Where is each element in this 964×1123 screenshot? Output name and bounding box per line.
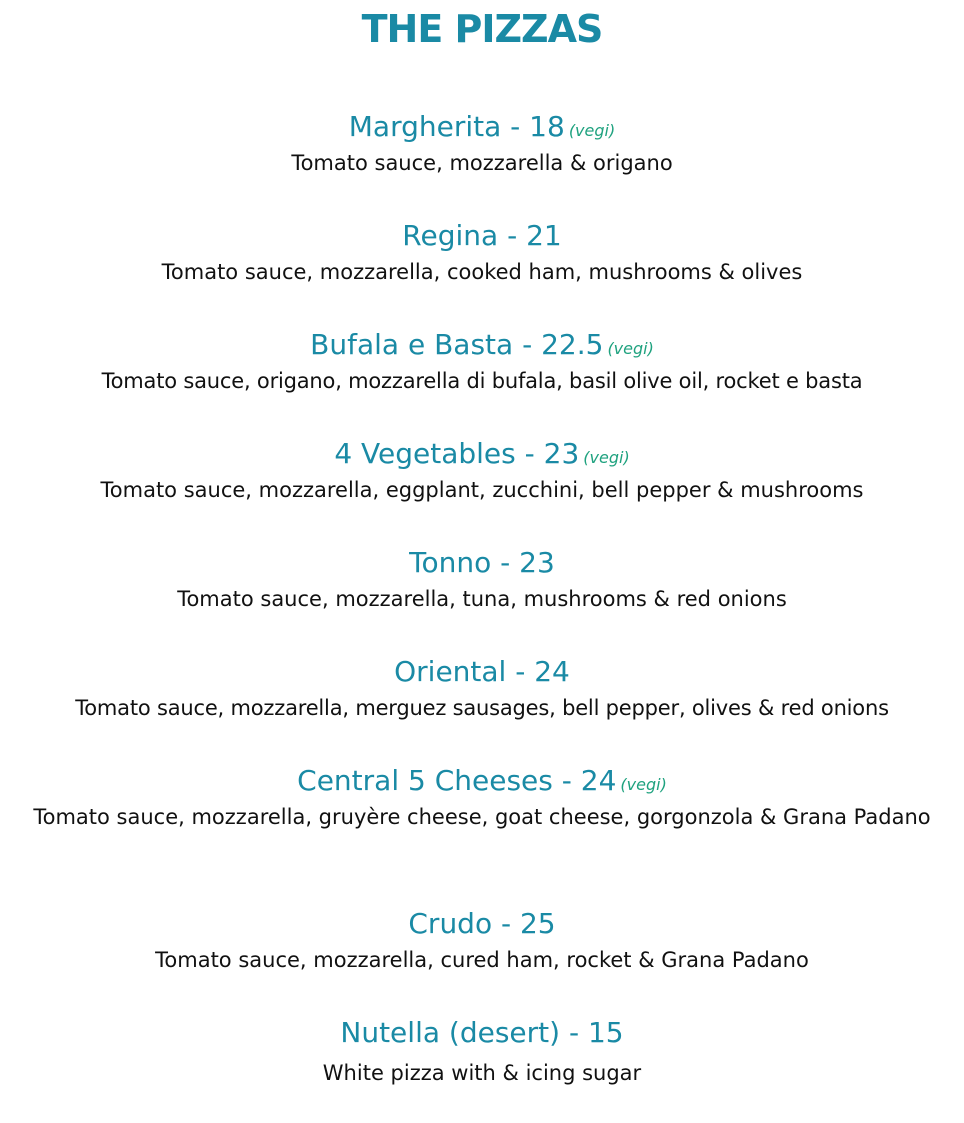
menu-item-heading [0, 217, 964, 255]
menu-item-name: 4 Vegetables - 23 [334, 437, 580, 470]
vegi-tag: (vegi) [568, 121, 616, 140]
menu-item [0, 544, 964, 653]
menu-item-name: Nutella (desert) - 15 [340, 1016, 624, 1049]
menu-item-heading [0, 762, 964, 800]
menu-item [0, 326, 964, 435]
menu-item [0, 1014, 964, 1123]
menu-item-heading [0, 653, 964, 691]
menu-item-name: Central 5 Cheeses - 24 [297, 764, 617, 797]
menu-item [0, 217, 964, 326]
vegi-tag: (vegi) [620, 775, 667, 794]
menu-item-description: Tomato sauce, mozzarella & origano [291, 151, 673, 175]
menu-item-name: Regina - 21 [402, 219, 562, 252]
menu-item-description: Tomato sauce, mozzarella, gruyère cheese, goat cheese, gorgonzola & Grana Padano [33, 805, 931, 829]
menu-item-name: Oriental - 24 [394, 655, 570, 688]
menu-item-name: Margherita - 18 [348, 110, 565, 143]
menu-item-name: Tonno - 23 [409, 546, 555, 579]
menu-item-description: Tomato sauce, mozzarella, merguez sausages, bell pepper, olives & red onions [75, 696, 889, 720]
menu-item-description: Tomato sauce, mozzarella, eggplant, zucchini, bell pepper & mushrooms [100, 478, 864, 502]
menu-item [0, 762, 964, 905]
vegi-tag: (vegi) [583, 448, 630, 467]
pizza-menu [0, 108, 964, 1123]
menu-item [0, 435, 964, 544]
menu-item-heading [0, 108, 964, 146]
menu-item-name: Bufala e Basta - 22.5 [310, 328, 604, 361]
vegi-tag: (vegi) [607, 339, 654, 358]
page-title: THE PIZZAS [361, 7, 603, 51]
menu-item-description: Tomato sauce, mozzarella, tuna, mushrooms & red onions [177, 587, 787, 611]
menu-item-heading [0, 1014, 964, 1052]
menu-item-heading [0, 905, 964, 943]
menu-item [0, 905, 964, 1014]
menu-item-description: White pizza with & icing sugar [322, 1061, 642, 1085]
menu-item-description: Tomato sauce, mozzarella, cured ham, rocket & Grana Padano [155, 948, 809, 972]
menu-item-name: Crudo - 25 [408, 907, 556, 940]
menu-item-heading [0, 544, 964, 582]
menu-item [0, 108, 964, 217]
menu-item-heading [0, 435, 964, 473]
menu-item-heading [0, 326, 964, 364]
menu-item-description: Tomato sauce, origano, mozzarella di bufala, basil olive oil, rocket e basta [101, 369, 863, 393]
menu-item [0, 653, 964, 762]
menu-item-description: Tomato sauce, mozzarella, cooked ham, mushrooms & olives [161, 260, 803, 284]
